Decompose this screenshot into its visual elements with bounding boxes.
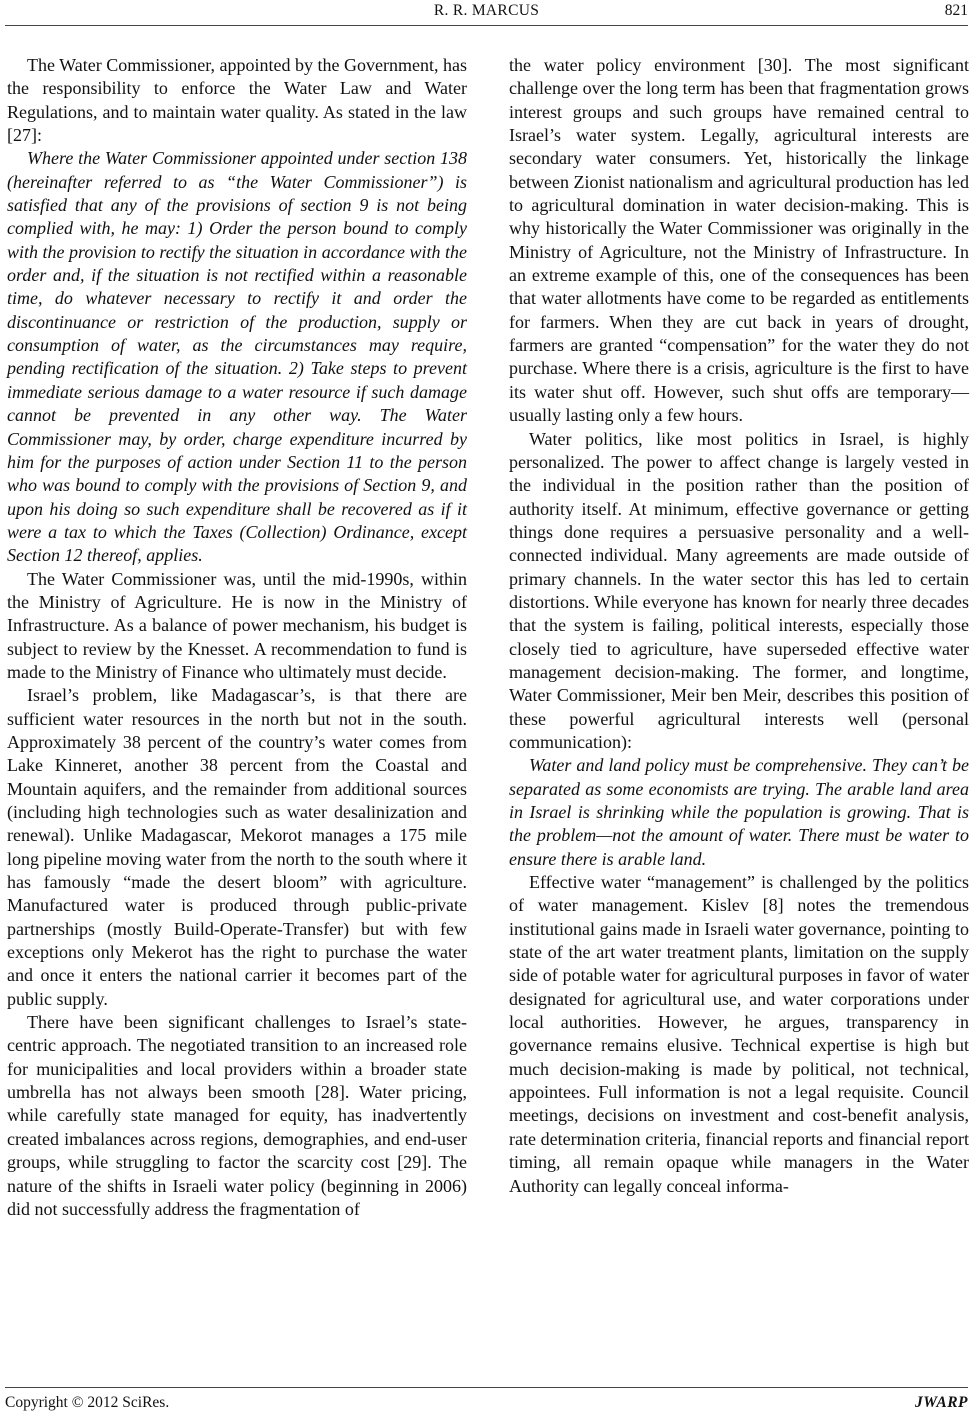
paragraph: The Water Commissioner was, until the mid-1990s, within the Ministry of Agriculture. He is now in the Ministry of Infrastructure. As a balance of power mechanism, his budget is subject to review by the Knesset. A recommendation to fund is made to the Ministry of Finance who ultimately must decide. [7, 568, 467, 682]
right-column [509, 54, 969, 1198]
paragraph: Effective water “management” is challenged by the politics of water management. Kislev [8] notes the tremendous institutional gains made in Israeli water governance, pointing to state of the art water treatment plants, limitation on the supply side of potable water for agricultural purposes in favor of water designated for agricultural use, and water corporations under local authorities. However, he argues, transparency in governance remains elusive. Technical expertise is high but much decision-making is made by political, not technical, appointees. Full information is not a legal requisite. Council meetings, decisions on investment and cost-benefit analysis, rate determination criteria, financial reports and financial report timing, all remain opaque while managers in the Water Authority can legally conceal informa- [509, 872, 969, 1196]
left-column [7, 54, 467, 1221]
footer-rule [5, 1387, 968, 1388]
paragraph: Israel’s problem, like Madagascar’s, is that there are sufficient water resources in the north but not in the south. Approximately 38 percent of the country’s water comes from Lake Kinneret, another 38 percent from the Coastal and Mountain aquifers, and the remainder from additional sources (including high technologies such as water desalinization and renewal). Unlike Madagascar, Mekorot manages a 175 mile long pipeline moving water from the north to the south where it has famously “made the desert bloom” with agriculture. Manufactured water is produced through public-private partnerships (mostly Build-Operate-Transfer) but with few exceptions only Mekerot has the right to purchase the water and once it enters the national carrier it becomes part of the public supply. [7, 685, 467, 1009]
paragraph: The Water Commissioner, appointed by the Government, has the responsibility to enforce the Water Law and Water Regulations, and to maintain water quality. As stated in the law [27]: [7, 55, 467, 146]
paragraph-continued: the water policy environment [30]. The most significant challenge over the long term has been that fragmentation grows interest groups and such groups have remained central to Israel’s water system. Legally, agricultural interests are secondary water consumers. Yet, historically the linkage between Zionist nationalism and agricultural production has led to agricultural domination in water decision-making. This is why historically the Water Commissioner was originally in the Ministry of Agriculture, not the Ministry of Infrastructure. In an extreme example of this, one of the consequences has been that water allotments have come to be regarded as entitlements for farmers. When they are cut back in years of drought, farmers are granted “compensation” for the water they do not purchase. Where there is a crisis, agriculture is the first to have its water shut off. However, such shut offs are temporary—usually lasting only a few hours. [509, 55, 969, 426]
running-head-author: R. R. MARCUS [433, 2, 540, 19]
header-rule [5, 25, 968, 26]
page-number: 821 [944, 2, 968, 19]
journal-abbreviation: JWARP [914, 1394, 968, 1411]
interview-quotation: Water and land policy must be comprehensive. They can’t be separated as some economists are trying. The arable land area in Israel is shrinking while the population is growing. That is the problem—not the amount of water. There must be water to ensure there is arable land. [509, 755, 969, 869]
page-footer [0, 1394, 973, 1414]
copyright-notice: Copyright © 2012 SciRes. [5, 1394, 170, 1411]
law-quotation: Where the Water Commissioner appointed under section 138 (hereinafter referred to as “the Water Commissioner”) is satisfied that any of the provisions of section 9 is not being complied with, he may: 1) Order the person bound to comply with the provision to rectify the situation in accordance with the order and, if the situation is not rectified within a reasonable time, do whatever necessary to rectify it and order the discontinuance or restriction of the production, supply or consumption of water, as the circumstances may require, pending rectification of the situation. 2) Take steps to prevent immediate serious damage to a water resource if such damage cannot be prevented in any other way. The Water Commissioner may, by order, charge expenditure incurred by him for the purposes of action under Section 11 to the person who was bound to comply with the provisions of Section 9, and upon his doing so such expenditure shall be recovered as if it were a tax to which the Taxes (Collection) Ordinance, except Section 12 thereof, applies. [7, 148, 467, 566]
paragraph: There have been significant challenges to Israel’s state-centric approach. The negotiated transition to an increased role for municipalities and local providers within a broader state umbrella has not always been smooth [28]. Water pricing, while carefully state managed for equity, has inadvertently created imbalances across regions, demographies, and end-user groups, while struggling to factor the scarcity cost [29]. The nature of the shifts in Israeli water policy (beginning in 2006) did not successfully address the fragmentation of [7, 1012, 467, 1219]
paragraph: Water politics, like most politics in Israel, is highly personalized. The power to affect change is largely vested in the individual in the position rather than the position of authority itself. At minimum, effective governance or getting things done requires a persuasive personality and a well-connected individual. Many agreements are made outside of primary channels. In the water sector this has led to certain distortions. While everyone has known for nearly three decades that the system is failing, political interests, especially those closely tied to agriculture, have superseded effective water management decision-making. The former, and longtime, Water Commissioner, Meir ben Meir, describes this position of these powerful agricultural interests well (personal communication): [509, 428, 969, 752]
page-header [0, 0, 973, 28]
